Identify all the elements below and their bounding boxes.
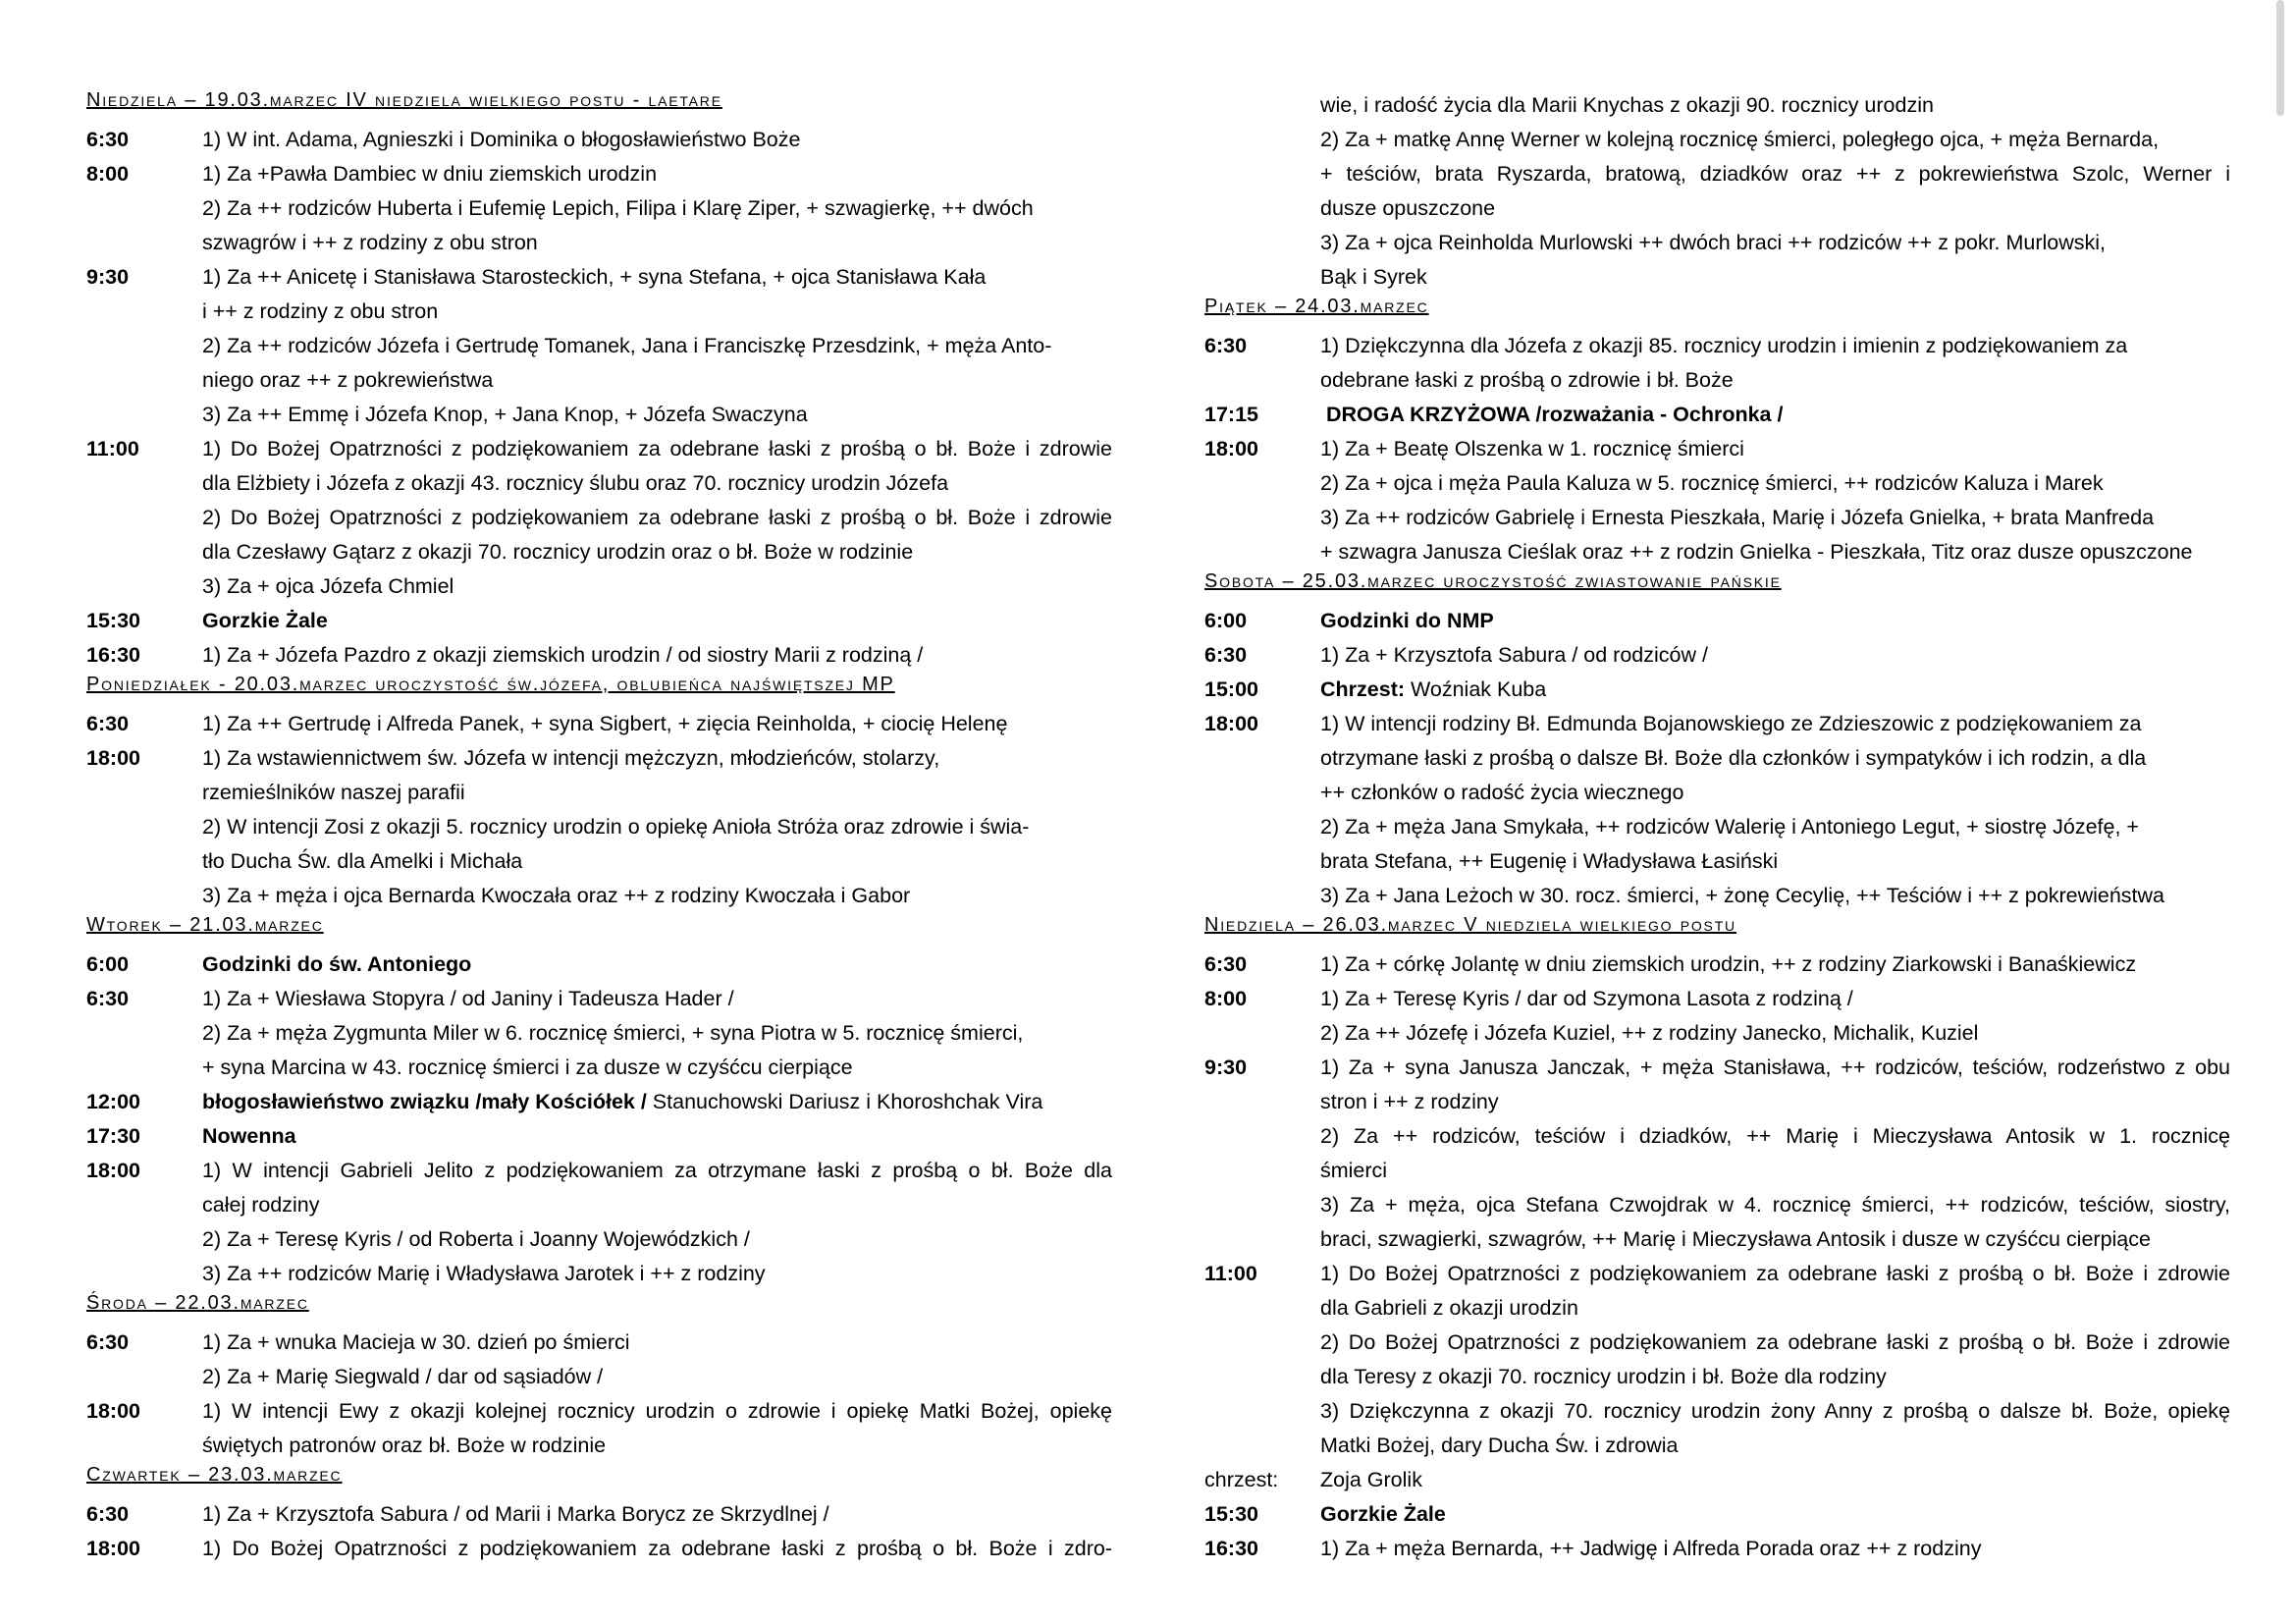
- intention-line: 3) Za + Jana Leżoch w 30. rocz. śmierci, + żonę Cecylię, ++ Teściów i ++ z pokrewieństwa: [1320, 884, 2164, 907]
- intention-line: 1) Za + córkę Jolantę w dniu ziemskich urodzin, ++ z rodziny Ziarkowski i Banaśkiewicz: [1320, 952, 2137, 976]
- mass-time: 6:00: [86, 952, 130, 976]
- mass-intentions: [1320, 398, 2230, 432]
- intention-line: 2) Za + matkę Annę Werner w kolejną rocznicę śmierci, poległego ojca, + męża Bernarda,: [1320, 128, 2160, 151]
- mass-time: 18:00: [1204, 712, 1258, 735]
- intention-line: [1320, 398, 2230, 432]
- intention-line: 1) Za +Pawła Dambiec w dniu ziemskich urodzin: [202, 162, 658, 186]
- mass-row: [1204, 982, 2230, 1051]
- mass-time: 18:00: [1204, 437, 1258, 460]
- intention-line: 3) Za ++ Emmę i Józefa Knop, + Jana Knop, + Józefa Swaczyna: [202, 403, 808, 426]
- mass-row: [1204, 1463, 2230, 1497]
- mass-intentions: [202, 1497, 1112, 1532]
- intention-line: śmierci: [1320, 1159, 1388, 1182]
- mass-intentions: [202, 432, 1112, 604]
- intention-line: [202, 1119, 1112, 1154]
- mass-time: 18:00: [86, 1537, 140, 1560]
- intention-line: + syna Marcina w 43. rocznicę śmierci i za dusze w czyśćcu cierpiące: [202, 1056, 853, 1079]
- mass-time: 9:30: [1204, 1056, 1248, 1079]
- mass-intentions: [202, 1085, 1112, 1119]
- intention-line: otrzymane łaski z prośbą o dalsze Bł. Boże dla członków i sympatyków i ich rodzin, a dla: [1320, 746, 2147, 770]
- intention-line: 3) Za ++ rodziców Marię i Władysława Jarotek i ++ z rodziny: [202, 1262, 766, 1285]
- intention-line: 2) Za + Teresę Kyris / od Roberta i Joanny Wojewódzkich /: [202, 1227, 750, 1251]
- mass-intentions: [1320, 88, 2230, 295]
- event-detail: Zoja Grolik: [1320, 1468, 1422, 1491]
- mass-time: 8:00: [1204, 987, 1248, 1010]
- mass-time: 11:00: [1204, 1262, 1257, 1285]
- intention-line: rzemieślników naszej parafii: [202, 781, 465, 804]
- intention-line: braci, szwagierki, szwagrów, ++ Marię i Mieczysława Antosik i dusze w czyśćcu cierpiące: [1320, 1227, 2151, 1251]
- intention-line: 2) Za ++ rodziców, teściów i dziadków, ++ Marię i Mieczysława Antosik w 1. rocznicę: [1320, 1124, 2230, 1148]
- mass-row: [86, 741, 1112, 913]
- mass-row: [1204, 329, 2230, 398]
- intention-line: 1) W int. Adama, Agnieszki i Dominika o błogosławieństwo Boże: [202, 128, 801, 151]
- event-title: DROGA KRZYŻOWA /rozważania - Ochronka /: [1320, 403, 1784, 426]
- intention-line: 2) Za ++ Józefę i Józefa Kuziel, ++ z rodziny Janecko, Michalik, Kuziel: [1320, 1021, 1979, 1045]
- intention-line: 2) Do Bożej Opatrzności z podziękowaniem za odebrane łaski z prośbą o bł. Boże i zdrowie: [202, 506, 1112, 529]
- mass-row: [86, 1532, 1112, 1566]
- mass-row: [1204, 1257, 2230, 1463]
- mass-row: [1204, 604, 2230, 638]
- mass-time: 15:30: [1204, 1502, 1258, 1526]
- scrollbar-thumb[interactable]: [2276, 0, 2284, 116]
- intention-line: 1) Za + Józefa Pazdro z okazji ziemskich urodzin / od siostry Marii z rodziną /: [202, 643, 924, 667]
- intention-line: 1) W intencji Ewy z okazji kolejnej rocznicy urodzin o zdrowie i opiekę Matki Bożej, opiekę: [202, 1399, 1112, 1423]
- mass-row: [86, 707, 1112, 741]
- mass-intentions: [202, 707, 1112, 741]
- mass-row: [1204, 88, 2230, 295]
- intention-line: 2) Za ++ rodziców Huberta i Eufemię Lepich, Filipa i Klarę Ziper, + szwagierkę, ++ dwóch: [202, 196, 1034, 220]
- mass-intentions: [1320, 982, 2230, 1051]
- mass-intentions: [1320, 1497, 2230, 1532]
- mass-time: 17:30: [86, 1124, 140, 1148]
- mass-time: 6:30: [1204, 334, 1248, 357]
- event-detail: Woźniak Kuba: [1410, 677, 1547, 701]
- day-header: Poniedziałek - 20.03.marzec uroczystość św.józefa, oblubieńca najświętszej MP: [86, 674, 895, 695]
- intention-line: [1320, 673, 2230, 707]
- mass-time: 6:30: [1204, 952, 1248, 976]
- intention-line: 1) Za + Teresę Kyris / dar od Szymona Lasota z rodziną /: [1320, 987, 1853, 1010]
- mass-row: [86, 604, 1112, 638]
- mass-row: [1204, 638, 2230, 673]
- event-title: Gorzkie Żale: [202, 609, 328, 632]
- intention-line: 3) Za ++ rodziców Gabrielę i Ernesta Pieszkała, Marię i Józefa Gnielka, + brata Manfreda: [1320, 506, 2155, 529]
- intention-line: [202, 947, 1112, 982]
- mass-row: [86, 1326, 1112, 1394]
- intention-line: [1320, 604, 2230, 638]
- intention-line: [1320, 1463, 2230, 1497]
- mass-row: [86, 123, 1112, 157]
- mass-intentions: [202, 1154, 1112, 1291]
- intention-line: 2) Za + męża Zygmunta Miler w 6. rocznicę śmierci, + syna Piotra w 5. rocznicę śmierci,: [202, 1021, 1024, 1045]
- intention-line: 1) W intencji rodziny Bł. Edmunda Bojanowskiego ze Zdzieszowic z podziękowaniem za: [1320, 712, 2142, 735]
- intention-line: 1) Za + syna Janusza Janczak, + męża Stanisława, ++ rodziców, teściów, rodzeństwo z obu: [1320, 1056, 2230, 1079]
- mass-intentions: [202, 947, 1112, 982]
- mass-time: 6:30: [86, 1502, 130, 1526]
- intention-line: dla Elżbiety i Józefa z okazji 43. rocznicy ślubu oraz 70. rocznicy urodzin Józefa: [202, 471, 949, 495]
- intention-line: [202, 1085, 1112, 1119]
- event-title: Chrzest:: [1320, 677, 1411, 701]
- mass-time: 6:30: [86, 128, 130, 151]
- mass-intentions: [1320, 947, 2230, 982]
- intention-line: 3) Za + ojca Józefa Chmiel: [202, 574, 454, 598]
- intention-line: 3) Za + męża i ojca Bernarda Kwoczała oraz ++ z rodziny Kwoczała i Gabor: [202, 884, 911, 907]
- intention-line: 3) Za + ojca Reinholda Murlowski ++ dwóch braci ++ rodziców ++ z pokr. Murlowski,: [1320, 231, 2107, 254]
- mass-time: 18:00: [86, 1159, 140, 1182]
- mass-row: [86, 1394, 1112, 1463]
- intention-line: + teściów, brata Ryszarda, bratową, dziadków oraz ++ z pokrewieństwa Szolc, Werner i: [1320, 162, 2230, 186]
- schedule-column-right: [1204, 88, 2230, 1566]
- mass-time: 11:00: [86, 437, 139, 460]
- mass-time: 6:30: [86, 987, 130, 1010]
- intention-line: 2) Za + Marię Siegwald / dar od sąsiadów /: [202, 1365, 604, 1388]
- mass-intentions: [1320, 638, 2230, 673]
- intention-line: 1) Za ++ Anicetę i Stanisława Starosteckich, + syna Stefana, + ojca Stanisława Kała: [202, 265, 987, 289]
- intention-line: 1) Za ++ Gertrudę i Alfreda Panek, + syna Sigbert, + zięcia Reinholda, + ciocię Helenę: [202, 712, 1008, 735]
- mass-intentions: [202, 260, 1112, 432]
- mass-time: 16:30: [1204, 1537, 1258, 1560]
- mass-intentions: [1320, 673, 2230, 707]
- mass-row: [86, 260, 1112, 432]
- mass-row: [86, 638, 1112, 673]
- day-header: Czwartek – 23.03.marzec: [86, 1464, 343, 1486]
- intention-line: dla Teresy z okazji 70. rocznicy urodzin i bł. Boże dla rodziny: [1320, 1365, 1887, 1388]
- intention-line: Matki Bożej, dary Ducha Św. i zdrowia: [1320, 1434, 1679, 1457]
- event-detail: Stanuchowski Dariusz i Khoroshchak Vira: [652, 1090, 1043, 1113]
- event-title: Godzinki do NMP: [1320, 609, 1494, 632]
- day-header: Niedziela – 26.03.marzec V niedziela wielkiego postu: [1204, 914, 1736, 936]
- mass-time: 15:30: [86, 609, 140, 632]
- day-header: Wtorek – 21.03.marzec: [86, 914, 324, 936]
- mass-row: [1204, 1497, 2230, 1532]
- intention-line: dla Gabrieli z okazji urodzin: [1320, 1296, 1578, 1320]
- mass-time: 18:00: [86, 746, 140, 770]
- mass-time: 17:15: [1204, 403, 1258, 426]
- intention-line: 2) W intencji Zosi z okazji 5. rocznicy urodzin o opiekę Anioła Stróża oraz zdrowie i świa-: [202, 815, 1030, 839]
- mass-intentions: [1320, 432, 2230, 569]
- mass-intentions: [1320, 329, 2230, 398]
- mass-time: 15:00: [1204, 677, 1258, 701]
- event-title: błogosławieństwo związku /mały Kościółek /: [202, 1090, 653, 1113]
- mass-intentions: [202, 604, 1112, 638]
- mass-intentions: [202, 157, 1112, 260]
- intention-line: Bąk i Syrek: [1320, 265, 1427, 289]
- mass-intentions: [202, 982, 1112, 1085]
- schedule-column-left: [86, 88, 1112, 1566]
- intention-line: 1) Za + męża Bernarda, ++ Jadwigę i Alfreda Porada oraz ++ z rodziny: [1320, 1537, 1982, 1560]
- intention-line: 1) Do Bożej Opatrzności z podziękowaniem za odebrane łaski z prośbą o bł. Boże i zdrowie: [202, 437, 1112, 460]
- intention-line: wie, i radość życia dla Marii Knychas z okazji 90. rocznicy urodzin: [1320, 93, 1934, 117]
- mass-intentions: [202, 1532, 1112, 1566]
- mass-time: 6:00: [1204, 609, 1248, 632]
- intention-line: 1) Dziękczynna dla Józefa z okazji 85. rocznicy urodzin i imienin z podziękowaniem za: [1320, 334, 2128, 357]
- mass-intentions: [202, 123, 1112, 157]
- intention-line: tło Ducha Św. dla Amelki i Michała: [202, 849, 523, 873]
- intention-line: dusze opuszczone: [1320, 196, 1496, 220]
- day-header: Niedziela – 19.03.marzec IV niedziela wielkiego postu - laetare: [86, 89, 722, 111]
- mass-time: 9:30: [86, 265, 130, 289]
- intention-line: 1) Za + Krzysztofa Sabura / od rodziców /: [1320, 643, 1708, 667]
- mass-row: [86, 157, 1112, 260]
- mass-intentions: [202, 1326, 1112, 1394]
- intention-line: 1) Za + wnuka Macieja w 30. dzień po śmierci: [202, 1330, 630, 1354]
- intention-line: 3) Dziękczynna z okazji 70. rocznicy urodzin żony Anny z prośbą o dalsze bł. Boże, opiekę: [1320, 1399, 2230, 1423]
- intention-line: 1) Za + Wiesława Stopyra / od Janiny i Tadeusza Hader /: [202, 987, 734, 1010]
- mass-row: [1204, 1051, 2230, 1257]
- intention-line: [1320, 1497, 2230, 1532]
- mass-time: 6:30: [86, 1330, 130, 1354]
- intention-line: świętych patronów oraz bł. Boże w rodzinie: [202, 1434, 607, 1457]
- mass-time: chrzest:: [1204, 1468, 1279, 1491]
- mass-time: [1204, 88, 1320, 295]
- intention-line: odebrane łaski z prośbą o zdrowie i bł. Boże: [1320, 368, 1734, 392]
- mass-row: [86, 982, 1112, 1085]
- intention-line: niego oraz ++ z pokrewieństwa: [202, 368, 494, 392]
- intention-line: [202, 604, 1112, 638]
- intention-line: brata Stefana, ++ Eugenię i Władysława Łasiński: [1320, 849, 1779, 873]
- mass-row: [86, 1497, 1112, 1532]
- intention-line: stron i ++ z rodziny: [1320, 1090, 1499, 1113]
- mass-intentions: [1320, 1463, 2230, 1497]
- mass-time: 8:00: [86, 162, 130, 186]
- intention-line: 2) Za ++ rodziców Józefa i Gertrudę Tomanek, Jana i Franciszkę Przesdzink, + męża Anto-: [202, 334, 1052, 357]
- intention-line: 1) Do Bożej Opatrzności z podziękowaniem za odebrane łaski z prośbą o bł. Boże i zdro-: [202, 1537, 1112, 1560]
- mass-intentions: [202, 1394, 1112, 1463]
- day-header: Środa – 22.03.marzec: [86, 1292, 309, 1314]
- intention-line: 2) Do Bożej Opatrzności z podziękowaniem za odebrane łaski z prośbą o bł. Boże i zdrowie: [1320, 1330, 2230, 1354]
- intention-line: i ++ z rodziny z obu stron: [202, 299, 439, 323]
- event-title: Gorzkie Żale: [1320, 1502, 1446, 1526]
- mass-row: [1204, 1532, 2230, 1566]
- mass-row: [1204, 673, 2230, 707]
- intention-line: + szwagra Janusza Cieślak oraz ++ z rodzin Gnielka - Pieszkała, Titz oraz dusze opuszczone: [1320, 540, 2193, 564]
- mass-intentions: [1320, 1257, 2230, 1463]
- mass-intentions: [1320, 707, 2230, 913]
- mass-row: [86, 1085, 1112, 1119]
- mass-row: [1204, 432, 2230, 569]
- mass-row: [1204, 707, 2230, 913]
- mass-row: [86, 432, 1112, 604]
- intention-line: 1) W intencji Gabrieli Jelito z podziękowaniem za otrzymane łaski z prośbą o bł. Boże dla: [202, 1159, 1112, 1182]
- mass-row: [86, 1119, 1112, 1154]
- mass-time: 6:30: [1204, 643, 1248, 667]
- event-title: Nowenna: [202, 1124, 296, 1148]
- mass-row: [86, 947, 1112, 982]
- intention-line: 2) Za + męża Jana Smykała, ++ rodziców Walerię i Antoniego Legut, + siostrę Józefę, +: [1320, 815, 2139, 839]
- mass-intentions: [202, 638, 1112, 673]
- mass-intentions: [1320, 604, 2230, 638]
- mass-intentions: [1320, 1051, 2230, 1257]
- intention-line: całej rodziny: [202, 1193, 320, 1217]
- mass-time: 6:30: [86, 712, 130, 735]
- mass-intentions: [202, 741, 1112, 913]
- mass-intentions: [202, 1119, 1112, 1154]
- mass-row: [1204, 398, 2230, 432]
- mass-row: [86, 1154, 1112, 1291]
- mass-time: 12:00: [86, 1090, 140, 1113]
- intention-line: 2) Za + ojca i męża Paula Kaluza w 5. rocznicę śmierci, ++ rodziców Kaluza i Marek: [1320, 471, 2104, 495]
- intention-line: szwagrów i ++ z rodziny z obu stron: [202, 231, 538, 254]
- day-header: Piątek – 24.03.marzec: [1204, 296, 1429, 317]
- event-title: Godzinki do św. Antoniego: [202, 952, 472, 976]
- intention-line: 1) Za + Beatę Olszenka w 1. rocznicę śmierci: [1320, 437, 1744, 460]
- day-header: Sobota – 25.03.marzec uroczystość zwiastowanie pańskie: [1204, 570, 1782, 592]
- intention-line: dla Czesławy Gątarz z okazji 70. rocznicy urodzin oraz o bł. Boże w rodzinie: [202, 540, 914, 564]
- mass-row: [1204, 947, 2230, 982]
- mass-time: 16:30: [86, 643, 140, 667]
- intention-line: 1) Do Bożej Opatrzności z podziękowaniem za odebrane łaski z prośbą o bł. Boże i zdrowie: [1320, 1262, 2230, 1285]
- intention-line: ++ członków o radość życia wiecznego: [1320, 781, 1684, 804]
- mass-time: 18:00: [86, 1399, 140, 1423]
- intention-line: 1) Za + Krzysztofa Sabura / od Marii i Marka Borycz ze Skrzydlnej /: [202, 1502, 829, 1526]
- mass-intentions: [1320, 1532, 2230, 1566]
- intention-line: 1) Za wstawiennictwem św. Józefa w intencji mężczyzn, młodzieńców, stolarzy,: [202, 746, 940, 770]
- intention-line: 3) Za + męża, ojca Stefana Czwojdrak w 4. rocznicę śmierci, ++ rodziców, teściów, siostry,: [1320, 1193, 2230, 1217]
